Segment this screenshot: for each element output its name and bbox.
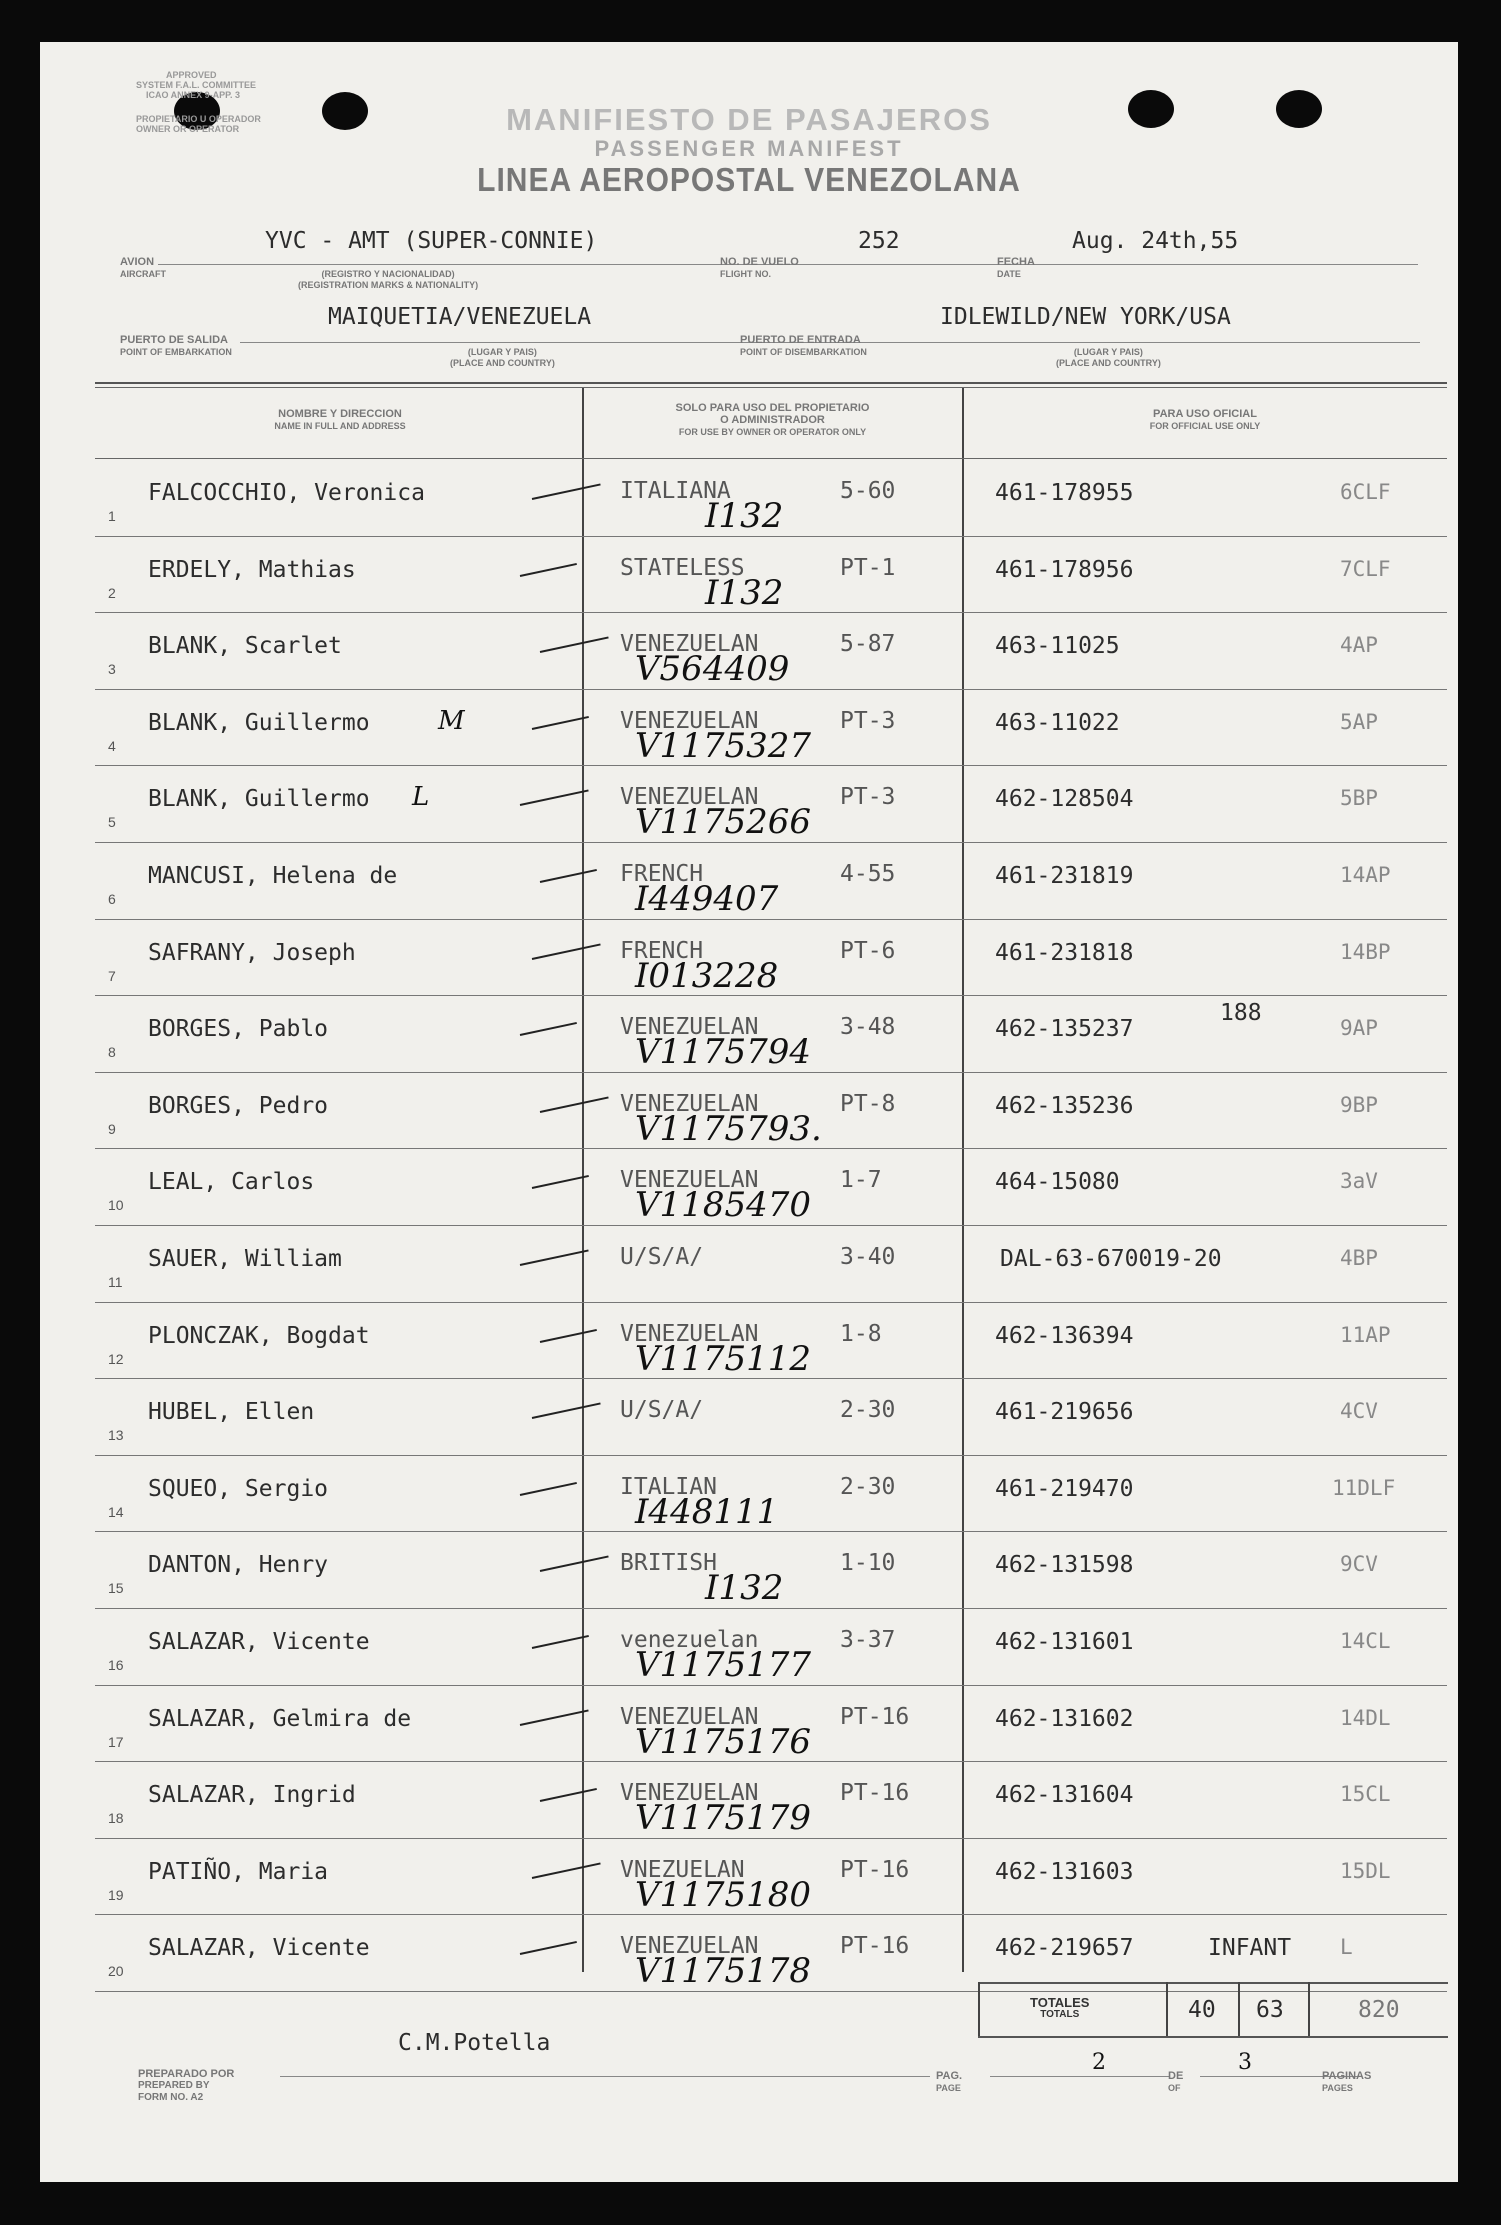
official-code: 14DL [1340,1705,1391,1730]
passport-number-handwritten: I013228 [635,955,779,996]
registration-label: (REGISTRO Y NACIONALIDAD) (REGISTRATION MARKS & NATIONALITY) [298,269,479,290]
ticket-number: 461-219470 [995,1475,1134,1502]
check-mark [520,1709,589,1726]
header-rule [95,458,1447,459]
nationality: VENEZUELAN [620,1780,759,1807]
passport-number-handwritten: I132 [705,496,784,536]
seat-code: 1-8 [840,1320,882,1347]
official-code: 5AP [1340,709,1378,734]
nationality: FRENCH [620,861,704,887]
passenger-name: BLANK, Scarlet [148,633,342,660]
passenger-name: SALAZAR, Vicente [148,1935,370,1962]
passenger-name: PATIÑO, Maria [148,1858,329,1885]
nationality: VENEZUELAN [620,1933,759,1960]
check-mark [520,1249,589,1266]
nationality: VENEZUELAN [620,1703,759,1730]
ticket-number: 462-131598 [995,1552,1134,1579]
nationality: VENEZUELAN [620,1014,759,1041]
passport-number-handwritten: V564409 [635,649,790,690]
nationality: U/S/A/ [620,1244,704,1270]
check-mark [520,1482,577,1496]
title-spanish: MANIFIESTO DE PASAJEROS [506,102,992,137]
seat-code: PT-16 [840,1933,910,1960]
official-code: 14AP [1340,863,1391,887]
seat-code: 5-60 [840,478,896,504]
passenger-name: FALCOCCHIO, Veronica [148,480,425,506]
row-number: 2 [108,584,116,601]
nationality: VNEZUELAN [620,1856,745,1883]
passport-number-handwritten: V1185470 [635,1185,811,1226]
check-mark [520,1022,577,1036]
official-code: 9CV [1340,1552,1378,1577]
nationality: ITALIAN [620,1473,717,1500]
ticket-number: 462-131603 [995,1858,1134,1885]
aircraft-label: AVION AIRCRAFT [120,256,166,279]
total-a: 40 [1188,1997,1216,2023]
seat-code: PT-6 [840,937,896,964]
place-label: (LUGAR Y PAIS) (PLACE AND COUNTRY) [1056,347,1161,368]
ticket-number: 461-219656 [995,1399,1134,1426]
ticket-number: 462-135237 [995,1016,1134,1043]
ticket-number: 461-231819 [995,863,1134,889]
totals-label: TOTALES TOTALS [1030,1995,1090,2020]
passenger-name: ERDELY, Mathias [148,556,356,583]
check-mark [540,1096,609,1113]
check-mark [532,1403,601,1420]
embarkation-value: MAIQUETIA/VENEZUELA [328,304,592,330]
ticket-number: 461-178956 [995,556,1134,583]
passenger-name: SAFRANY, Joseph [148,939,356,966]
check-mark [532,716,589,730]
seat-code: PT-8 [840,1090,896,1117]
row-number: 4 [108,737,116,754]
passenger-name: BLANK, Guillermo [148,786,370,813]
row-number: 9 [108,1120,116,1137]
aircraft-value: YVC - AMT (SUPER-CONNIE) [265,228,598,254]
passport-number-handwritten: V1175794 [635,1032,811,1073]
official-code: 15CL [1340,1782,1391,1807]
passport-number-handwritten: V1175266 [635,802,811,843]
pages-label: PAGINAS PAGES [1322,2070,1372,2093]
check-mark [532,943,601,960]
official-code: 9BP [1340,1092,1378,1117]
totals-divider [1238,1982,1240,2036]
row-number: 16 [108,1657,124,1673]
prepared-by-label: PREPARADO POR PREPARED BY FORM NO. A2 [138,2068,235,2103]
ticket-number: 463-11022 [995,709,1120,736]
infant-marker: INFANT [1208,1935,1292,1962]
column-header-owner: SOLO PARA USO DEL PROPIETARIO O ADMINISTRADOR FOR USE BY OWNER OR OPERATOR ONLY [675,402,870,437]
official-code: 5BP [1340,786,1378,811]
date-label: FECHA DATE [997,256,1035,279]
disembarkation-value: IDLEWILD/NEW YORK/USA [940,304,1231,330]
row-number: 11 [108,1274,123,1290]
ticket-number: 462-131601 [995,1629,1134,1655]
ticket-number: 462-131604 [995,1782,1134,1809]
check-mark [540,1556,609,1573]
nationality: VENEZUELAN [620,1090,759,1117]
nationality: FRENCH [620,937,704,964]
date-value: Aug. 24th,55 [1072,228,1239,254]
passenger-name: SQUEO, Sergio [148,1475,329,1502]
row-number: 3 [108,661,116,678]
passport-number-handwritten: V1175177 [635,1645,811,1685]
passport-number-handwritten: I132 [705,1568,784,1609]
row-number: 1 [108,508,116,524]
page-total: 3 [1238,2050,1252,2075]
row-number: 14 [108,1503,124,1520]
seat-code: 3-40 [840,1244,896,1270]
official-code: 6CLF [1340,480,1391,504]
passport-number-handwritten: V1175327 [635,725,811,766]
passport-number-handwritten: V1175112 [635,1338,811,1379]
passenger-initial: L [412,782,430,813]
title-english: PASSENGER MANIFEST [594,136,904,161]
annotation: 188 [1220,1000,1262,1027]
official-code: L [1340,1935,1353,1960]
seat-code: 3-48 [840,1014,896,1041]
seat-code: 2-30 [840,1397,896,1424]
passenger-name: LEAL, Carlos [148,1169,315,1196]
passenger-name: BORGES, Pablo [148,1016,329,1043]
ticket-number: 463-11025 [995,633,1120,660]
divider [990,2076,1170,2077]
passenger-initial: M [438,705,465,736]
official-code: 9AP [1340,1016,1378,1041]
passenger-name: HUBEL, Ellen [148,1399,315,1426]
table-top-rule [95,387,1447,388]
manifest-sheet [40,42,1458,2182]
check-mark [532,1175,589,1189]
approval-note: APPROVED SYSTEM F.A.L. COMMITTEE ICAO ANNEX 9-APP. 3 PROPIETARIO U OPERADOR OWNER OR OPERATOR [136,70,261,134]
row-number: 7 [108,967,116,984]
seat-code: PT-3 [840,784,896,811]
official-code: 7CLF [1340,556,1391,581]
check-mark [540,1788,597,1802]
totals-divider [1166,1982,1168,2036]
nationality: U/S/A/ [620,1397,704,1424]
official-code: 14BP [1340,939,1391,964]
seat-code: 2-30 [840,1473,896,1500]
passenger-name: PLONCZAK, Bogdat [148,1322,370,1349]
table-top-rule [95,382,1447,384]
total-c: 820 [1358,1997,1400,2023]
row-number: 18 [108,1810,124,1827]
row-rule [95,1302,1447,1303]
row-number: 8 [108,1044,116,1061]
passenger-name: DANTON, Henry [148,1552,329,1579]
totals-rule [978,1982,1448,1984]
seat-code: 1-7 [840,1167,882,1194]
row-number: 15 [108,1580,124,1597]
passport-number-handwritten: V1175176 [635,1721,811,1762]
ticket-number: 461-178955 [995,480,1134,506]
row-number: 13 [108,1427,124,1444]
ticket-number: 461-231818 [995,939,1134,966]
check-mark [520,1941,577,1955]
ticket-number: 462-128504 [995,786,1134,813]
place-label: (LUGAR Y PAIS) (PLACE AND COUNTRY) [450,347,555,368]
preparer-name: C.M.Potella [398,2030,551,2056]
title-block [40,102,1458,198]
totals-divider [978,1982,980,2036]
of-label: DE OF [1168,2070,1184,2093]
ticket-number: 462-219657 [995,1935,1134,1962]
passenger-name: SAUER, William [148,1246,342,1272]
column-divider [582,388,584,1972]
passenger-name: SALAZAR, Ingrid [148,1782,356,1809]
row-number: 20 [108,1963,124,1980]
passport-number-handwritten: V1175178 [635,1951,811,1992]
check-mark [532,483,601,500]
flight-number-label: NO. DE VUELO FLIGHT NO. [720,256,799,279]
official-code: 11AP [1340,1322,1391,1347]
airline-name: LINEA AEROPOSTAL VENEZOLANA [477,162,1021,199]
nationality: ITALIANA [620,478,731,504]
official-code: 14CL [1340,1629,1391,1653]
official-code: 4AP [1340,633,1378,658]
nationality: VENEZUELAN [620,1167,759,1194]
disembarkation-label: PUERTO DE ENTRADA POINT OF DISEMBARKATION [740,334,867,357]
official-code: 3aV [1340,1169,1378,1194]
passenger-name: BORGES, Pedro [148,1092,329,1119]
ticket-number: 464-15080 [995,1169,1120,1196]
ticket-number: DAL-63-670019-20 [1000,1246,1222,1272]
ticket-number: 462-131602 [995,1705,1134,1732]
official-code: 11DLF [1332,1475,1396,1500]
official-code: 15DL [1340,1858,1391,1883]
column-divider [962,388,964,1972]
page-number: 2 [1092,2050,1106,2075]
check-mark [520,563,577,577]
row-number: 17 [108,1733,124,1750]
nationality: BRITISH [620,1550,717,1577]
seat-code: PT-3 [840,707,896,734]
passport-number-handwritten: V1175180 [635,1874,811,1915]
column-header-name: NOMBRE Y DIRECCION NAME IN FULL AND ADDRESS [274,408,406,431]
row-number: 12 [108,1350,124,1367]
seat-code: 4-55 [840,861,896,887]
official-code: 4BP [1340,1246,1378,1270]
check-mark [520,790,589,807]
seat-code: 5-87 [840,631,896,658]
page-label: PAG. PAGE [936,2070,963,2093]
passport-number-handwritten: I132 [705,572,784,613]
nationality: STATELESS [620,554,745,581]
totals-divider [1308,1982,1310,2036]
passenger-name: SALAZAR, Gelmira de [148,1705,412,1732]
seat-code: PT-16 [840,1856,910,1883]
passport-number-handwritten: V1175793. [635,1108,822,1149]
seat-code: PT-16 [840,1780,910,1807]
row-rule [95,1455,1447,1456]
passport-number-handwritten: I449407 [635,879,779,919]
seat-code: PT-1 [840,554,896,581]
passport-number-handwritten: I448111 [635,1491,779,1532]
nationality: VENEZUELAN [620,707,759,734]
nationality: VENEZUELAN [620,1320,759,1347]
total-b: 63 [1256,1997,1284,2023]
embarkation-label: PUERTO DE SALIDA POINT OF EMBARKATION [120,334,232,357]
passport-number-handwritten: V1175179 [635,1798,811,1839]
totals-rule [978,2036,1448,2038]
seat-code: 1-10 [840,1550,896,1577]
row-number: 19 [108,1886,124,1903]
nationality: VENEZUELAN [620,631,759,658]
passenger-name: SALAZAR, Vicente [148,1629,370,1655]
column-header-official: PARA USO OFICIAL FOR OFFICIAL USE ONLY [1149,408,1261,431]
passenger-name: MANCUSI, Helena de [148,863,398,889]
seat-code: PT-16 [840,1703,910,1730]
nationality: venezuelan [620,1627,759,1653]
row-number: 5 [108,814,116,831]
check-mark [540,637,609,654]
passenger-name: BLANK, Guillermo [148,709,370,736]
check-mark [532,1635,589,1649]
check-mark [540,869,597,883]
check-mark [540,1329,597,1343]
flight-number-value: 252 [858,228,900,254]
row-number: 10 [108,1197,124,1214]
seat-code: 3-37 [840,1627,896,1653]
divider [280,2076,930,2077]
official-code: 4CV [1340,1399,1378,1424]
nationality: VENEZUELAN [620,784,759,811]
ticket-number: 462-135236 [995,1092,1134,1119]
row-number: 6 [108,891,116,907]
ticket-number: 462-136394 [995,1322,1134,1349]
check-mark [532,1862,601,1879]
